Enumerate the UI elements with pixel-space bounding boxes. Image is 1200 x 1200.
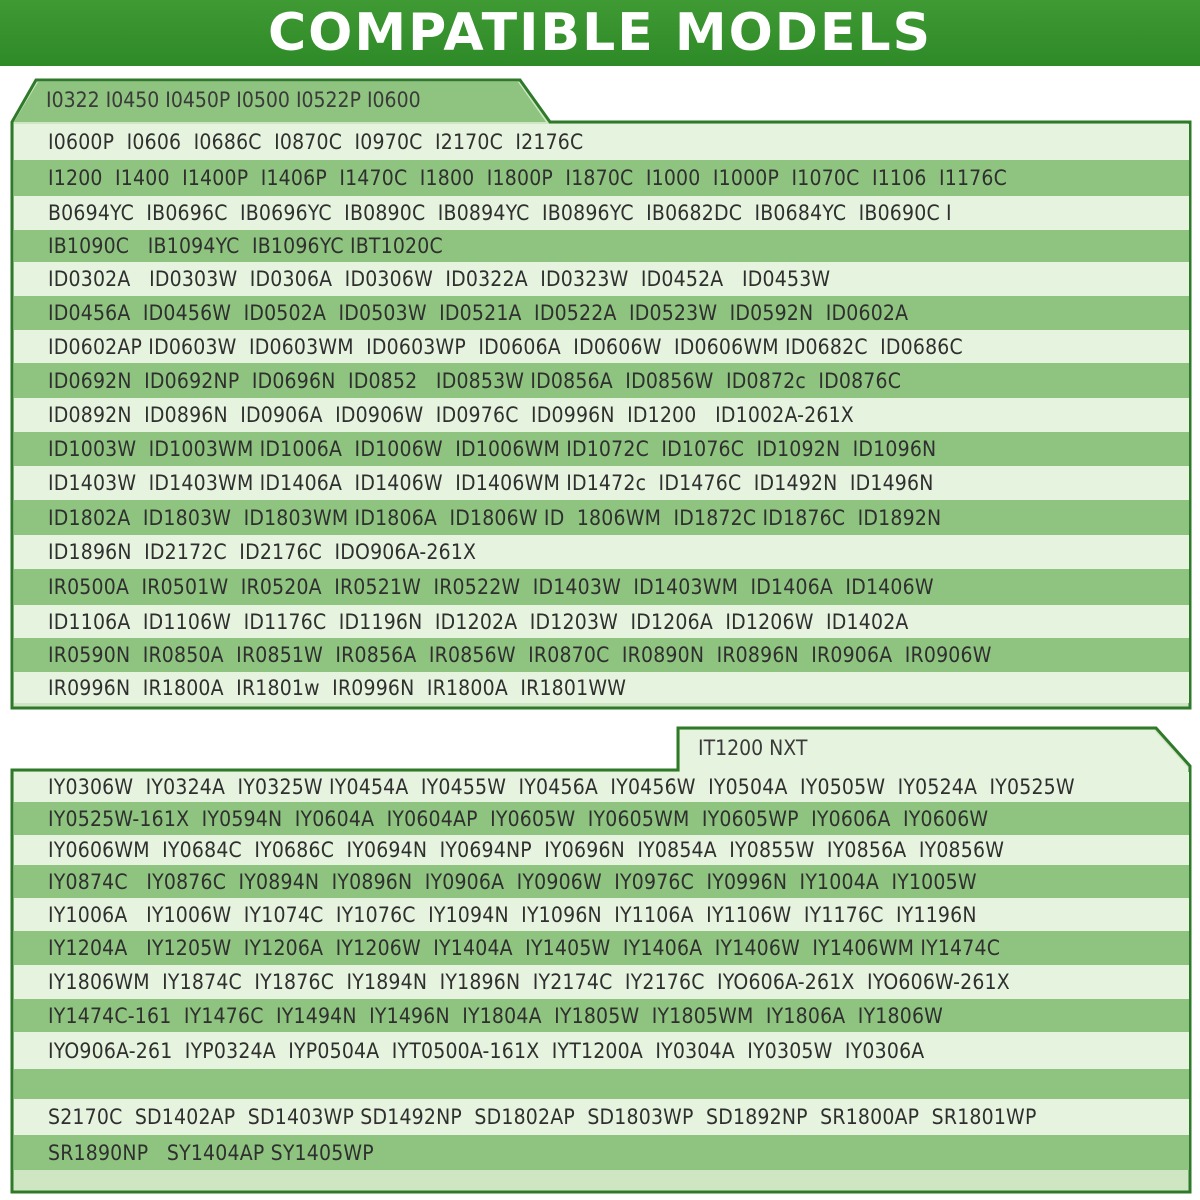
- model-row-text: IY1806WM IY1874C IY1876C IY1894N IY1896N IY2174C IY2176C IYO606A-261X IYO606W-261X: [48, 970, 1010, 994]
- model-row: [14, 1135, 1189, 1170]
- model-row: [14, 262, 1189, 296]
- model-row-text: IY0874C IY0876C IY0894N IY0896N IY0906A IY0906W IY0976C IY0996N IY1004A IY1005W: [48, 869, 977, 894]
- model-row: [14, 535, 1189, 569]
- model-row-text: IR0996N IR1800A IR1801w IR0996N IR1800A IR1801WW: [48, 675, 627, 700]
- model-row-text: IY0306W IY0324A IY0325W IY0454A IY0455W IY0456A IY0456W IY0504A IY0505W IY0524A IY0525W: [48, 775, 1075, 799]
- model-row: [14, 865, 1189, 898]
- model-row: [14, 605, 1189, 638]
- model-row-text: SR1890NP SY1404AP SY1405WP: [48, 1140, 374, 1165]
- model-row: [14, 898, 1189, 931]
- model-row-text: IY0606WM IY0684C IY0686C IY0694N IY0694NP IY0696N IY0854A IY0855W IY0856A IY0856W: [48, 838, 1005, 862]
- model-row-text: B0694YC IB0696C IB0696YC IB0890C IB0894YC IB0896YC IB0682DC IB0684YC IB0690C I: [48, 201, 952, 225]
- model-row: [14, 363, 1189, 398]
- model-row: [14, 638, 1189, 672]
- model-row: [14, 802, 1189, 835]
- model-row-text: ID0692N ID0692NP ID0696N ID0852 ID0853W ID0856A ID0856W ID0872c ID0876C: [48, 368, 902, 393]
- model-row-text: S2170C SD1402AP SD1403WP SD1492NP SD1802AP SD1803WP SD1892NP SR1800AP SR1801WP: [48, 1105, 1037, 1129]
- model-row-text: ID1003W ID1003WM ID1006A ID1006W ID1006WM ID1072C ID1076C ID1092N ID1096N: [48, 437, 937, 461]
- panel-2-tab-label: IT1200 NXT: [698, 736, 808, 760]
- model-row-text: IY1006A IY1006W IY1074C IY1076C IY1094N IY1096N IY1106A IY1106W IY1176C IY1196N: [48, 902, 977, 927]
- model-row-text: IYO906A-261 IYP0324A IYP0504A IYT0500A-161X IYT1200A IY0304A IY0305W IY0306A: [48, 1038, 925, 1063]
- model-row: [14, 230, 1189, 262]
- model-row-text: ID1403W ID1403WM ID1406A ID1406W ID1406WM ID1472c ID1476C ID1492N ID1496N: [48, 471, 934, 495]
- model-row: [14, 999, 1189, 1032]
- model-row: [14, 196, 1189, 230]
- model-row: [14, 160, 1189, 196]
- model-row: [14, 1069, 1189, 1099]
- model-row-text: IY1474C-161 IY1476C IY1494N IY1496N IY1804A IY1805W IY1805WM IY1806A IY1806W: [48, 1003, 944, 1028]
- model-row-text: ID1896N ID2172C ID2176C IDO906A-261X: [48, 540, 477, 564]
- model-row: [14, 772, 1189, 802]
- model-row: [14, 931, 1189, 965]
- model-row-text: IB1090C IB1094YC IB1096YC IBT1020C: [48, 234, 443, 258]
- panel-1-rows: [14, 124, 1189, 706]
- model-row-text: ID0892N ID0896N ID0906A ID0906W ID0976C ID0996N ID1200 ID1002A-261X: [48, 403, 854, 427]
- model-row: [14, 965, 1189, 999]
- model-row: [14, 500, 1189, 535]
- header: [0, 0, 1200, 68]
- model-panel-2: [10, 726, 1192, 1194]
- model-panel-1: [10, 78, 1192, 710]
- model-row-text: ID1106A ID1106W ID1176C ID1196N ID1202A ID1203W ID1206A ID1206W ID1402A: [48, 609, 909, 634]
- panel-2-rows: [14, 772, 1189, 1190]
- model-row: [14, 835, 1189, 865]
- model-row-text: IR0500A IR0501W IR0520A IR0521W IR0522W ID1403W ID1403WM ID1406A ID1406W: [48, 575, 934, 599]
- model-row-text: ID0456A ID0456W ID0502A ID0503W ID0521A ID0522A ID0523W ID0592N ID0602A: [48, 301, 909, 325]
- model-row-text: ID0302A ID0303W ID0306A ID0306W ID0322A ID0323W ID0452A ID0453W: [48, 267, 831, 291]
- model-row-text: IR0590N IR0850A IR0851W IR0856A IR0856W IR0870C IR0890N IR0896N IR0906A IR0906W: [48, 643, 992, 667]
- model-row-text: I0600P I0606 I0686C I0870C I0970C I2170C I2176C: [48, 130, 584, 154]
- model-row-text: ID0602AP ID0603W ID0603WM ID0603WP ID0606A ID0606W ID0606WM ID0682C ID0686C: [48, 334, 963, 359]
- model-row: [14, 466, 1189, 500]
- model-row-text: I1200 I1400 I1400P I1406P I1470C I1800 I1800P I1870C I1000 I1000P I1070C I1106 I1176C: [48, 166, 1008, 190]
- panel-1-tab-label: I0322 I0450 I0450P I0500 I0522P I0600: [46, 88, 421, 112]
- model-row: [14, 124, 1189, 160]
- model-row: [14, 1099, 1189, 1135]
- model-row: [14, 672, 1189, 703]
- model-row: [14, 398, 1189, 432]
- model-row: [14, 1032, 1189, 1069]
- model-row: [14, 296, 1189, 330]
- model-row: [14, 432, 1189, 466]
- model-row-text: IY1204A IY1205W IY1206A IY1206W IY1404A IY1405W IY1406A IY1406W IY1406WM IY1474C: [48, 936, 1001, 960]
- model-row-text: IY0525W-161X IY0594N IY0604A IY0604AP IY0605W IY0605WM IY0605WP IY0606A IY0606W: [48, 806, 989, 831]
- model-row-text: ID1802A ID1803W ID1803WM ID1806A ID1806W ID 1806WM ID1872C ID1876C ID1892N: [48, 505, 942, 530]
- model-row: [14, 569, 1189, 605]
- page-title: COMPATIBLE MODELS: [267, 3, 933, 63]
- model-row: [14, 330, 1189, 363]
